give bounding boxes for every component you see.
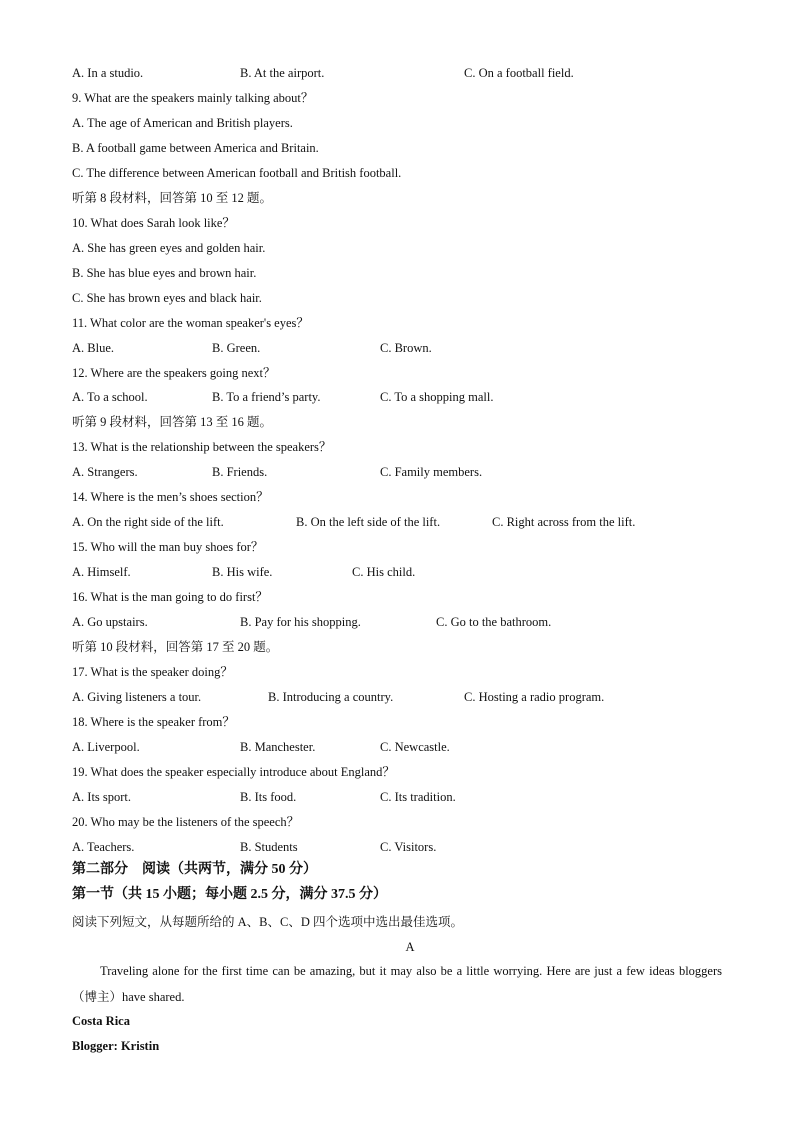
q9-option-a: A. The age of American and British players. xyxy=(72,116,293,130)
q20-option-a: A. Teachers. xyxy=(72,840,135,854)
passage-heading-costa-rica: Costa Rica xyxy=(72,1014,130,1028)
q8-option-c: C. On a football field. xyxy=(464,66,574,80)
question-20: 20. Who may be the listeners of the speech？ xyxy=(72,815,300,829)
q15-option-b: B. His wife. xyxy=(212,565,273,579)
q16-option-c: C. Go to the bathroom. xyxy=(436,615,552,629)
q11-option-b: B. Green. xyxy=(212,341,261,355)
q8-option-a: A. In a studio. xyxy=(72,66,144,80)
q18-option-b: B. Manchester. xyxy=(240,740,316,754)
part-two-heading: 第二部分 阅读（共两节，满分 50 分） xyxy=(72,862,317,877)
q19-option-c: C. Its tradition. xyxy=(380,790,456,804)
q13-option-c: C. Family members. xyxy=(380,465,483,479)
question-19: 19. What does the speaker especially introduce about England？ xyxy=(72,765,395,779)
q11-option-c: C. Brown. xyxy=(380,341,432,355)
q18-option-c: C. Newcastle. xyxy=(380,740,450,754)
question-10: 10. What does Sarah look like？ xyxy=(72,216,235,230)
q18-option-a: A. Liverpool. xyxy=(72,740,140,754)
question-17: 17. What is the speaker doing？ xyxy=(72,665,233,679)
q14-option-b: B. On the left side of the lift. xyxy=(296,515,441,529)
question-14: 14. Where is the men’s shoes section？ xyxy=(72,490,269,504)
q13-option-b: B. Friends. xyxy=(212,465,268,479)
q10-option-c: C. She has brown eyes and black hair. xyxy=(72,291,262,305)
passage-intro-paragraph: Traveling alone for the first time can be amazing, but it may also be a little worrying. Here are just a few ideas bloggers （博主）have shared. xyxy=(72,964,722,1004)
q17-option-c: C. Hosting a radio program. xyxy=(464,690,605,704)
q12-option-c: C. To a shopping mall. xyxy=(380,390,494,404)
q10-option-b: B. She has blue eyes and brown hair. xyxy=(72,266,257,280)
passage-label: A xyxy=(405,940,415,954)
q16-option-a: A. Go upstairs. xyxy=(72,615,148,629)
question-13: 13. What is the relationship between the speakers？ xyxy=(72,440,332,454)
q9-option-b: B. A football game between America and Britain. xyxy=(72,141,319,155)
q16-option-b: B. Pay for his shopping. xyxy=(240,615,361,629)
q9-option-c: C. The difference between American football and British football. xyxy=(72,166,402,180)
q10-option-a: A. She has green eyes and golden hair. xyxy=(72,241,266,255)
q17-option-b: B. Introducing a country. xyxy=(268,690,394,704)
reading-instruction: 阅读下列短文，从每题所给的 A、B、C、D 四个选项中选出最佳选项。 xyxy=(72,915,463,929)
question-16: 16. What is the man going to do first？ xyxy=(72,590,268,604)
q12-option-a: A. To a school. xyxy=(72,390,148,404)
section-instruction-9: 听第 9 段材料，回答第 13 至 16 题。 xyxy=(72,415,273,429)
q12-option-b: B. To a friend’s party. xyxy=(212,390,321,404)
section-one-heading: 第一节（共 15 小题；每小题 2.5 分，满分 37.5 分） xyxy=(72,887,387,902)
q15-option-c: C. His child. xyxy=(352,565,416,579)
q13-option-a: A. Strangers. xyxy=(72,465,138,479)
q20-option-c: C. Visitors. xyxy=(380,840,437,854)
q14-option-c: C. Right across from the lift. xyxy=(492,515,636,529)
q19-option-a: A. Its sport. xyxy=(72,790,132,804)
passage-heading-blogger: Blogger: Kristin xyxy=(72,1039,160,1053)
question-18: 18. Where is the speaker from？ xyxy=(72,715,235,729)
section-instruction-8: 听第 8 段材料，回答第 10 至 12 题。 xyxy=(72,191,273,205)
question-15: 15. Who will the man buy shoes for？ xyxy=(72,540,264,554)
q11-option-a: A. Blue. xyxy=(72,341,115,355)
q19-option-b: B. Its food. xyxy=(240,790,297,804)
q14-option-a: A. On the right side of the lift. xyxy=(72,515,224,529)
question-11: 11. What color are the woman speaker's eyes？ xyxy=(72,316,309,330)
q8-option-b: B. At the airport. xyxy=(240,66,325,80)
q15-option-a: A. Himself. xyxy=(72,565,131,579)
q17-option-a: A. Giving listeners a tour. xyxy=(72,690,202,704)
section-instruction-10: 听第 10 段材料，回答第 17 至 20 题。 xyxy=(72,640,279,654)
question-9: 9. What are the speakers mainly talking about？ xyxy=(72,91,314,105)
question-12: 12. Where are the speakers going next？ xyxy=(72,366,276,380)
q20-option-b: B. Students xyxy=(240,840,298,854)
